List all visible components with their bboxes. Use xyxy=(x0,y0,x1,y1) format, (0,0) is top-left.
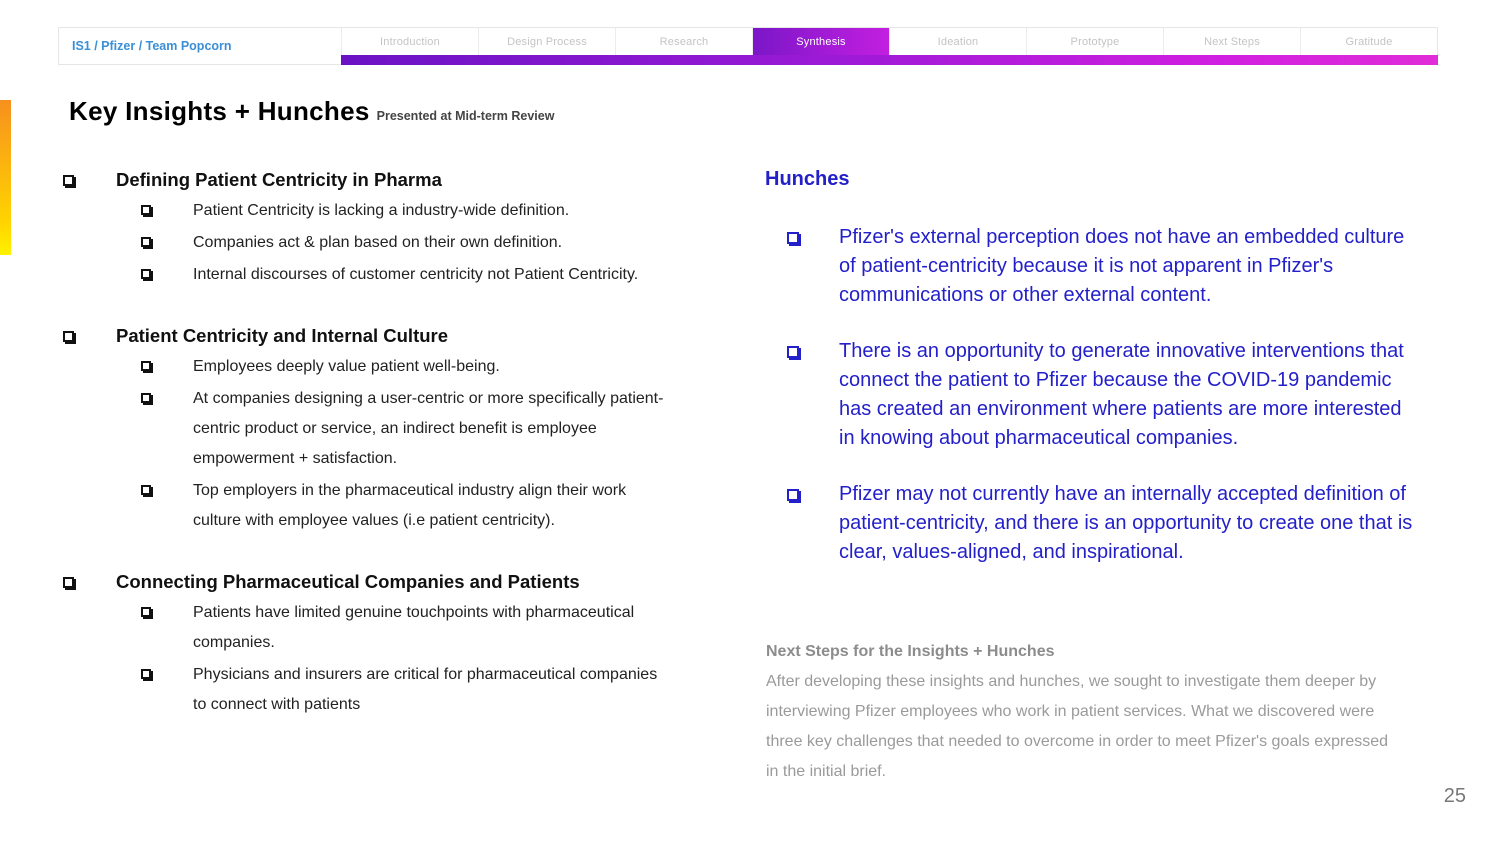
insight-heading: Patient Centricity and Internal Culture xyxy=(116,325,449,346)
checkbox-icon xyxy=(787,489,799,501)
insight-section xyxy=(60,166,700,290)
slide-header xyxy=(58,27,1438,65)
checkbox-icon xyxy=(63,175,74,186)
list-item xyxy=(60,476,700,536)
insight-section xyxy=(60,568,700,720)
list-item-text: Patients have limited genuine touchpoints with pharmaceutical companies. xyxy=(193,604,635,651)
tab-prototype[interactable]: Prototype xyxy=(1026,28,1163,55)
list-item xyxy=(60,260,700,290)
list-item-text: Top employers in the pharmaceutical industry align their work culture with employee values (i.e patient centricity). xyxy=(193,482,627,529)
checkbox-icon xyxy=(141,269,151,279)
breadcrumb[interactable]: IS1 / Pfizer / Team Popcorn xyxy=(58,27,341,65)
tab-ideation[interactable]: Ideation xyxy=(889,28,1026,55)
list-item-text: Employees deeply value patient well-being. xyxy=(193,358,500,375)
checkbox-icon xyxy=(787,232,799,244)
list-item-text: Physicians and insurers are critical for pharmaceutical companies to connect with patients xyxy=(193,666,658,713)
hunch-text: Pfizer's external perception does not have an embedded culture of patient-centricity because it is not apparent in Pfizer's communications or other external content. xyxy=(839,226,1405,306)
list-item-text: Companies act & plan based on their own definition. xyxy=(193,234,563,251)
tab-research[interactable]: Research xyxy=(615,28,752,55)
progress-bar xyxy=(341,55,1438,65)
checkbox-icon xyxy=(141,361,151,371)
checkbox-icon xyxy=(141,485,151,495)
tab-design-process[interactable]: Design Process xyxy=(478,28,615,55)
next-steps-text: After developing these insights and hunches, we sought to investigate them deeper by interviewing Pfizer employees who work in patient services. What we discovered were three key challenges that needed to overcome in order to meet Pfizer's goals expressed in the initial brief. xyxy=(766,673,1389,780)
page-subtitle: Presented at Mid-term Review xyxy=(376,109,555,123)
checkbox-icon xyxy=(63,331,74,342)
tab-gratitude[interactable]: Gratitude xyxy=(1300,28,1437,55)
checkbox-icon xyxy=(63,577,74,588)
checkbox-icon xyxy=(141,669,151,679)
checkbox-icon xyxy=(141,237,151,247)
checkbox-icon xyxy=(141,393,151,403)
hunch-text: Pfizer may not currently have an internally accepted definition of patient-centricity, and there is an opportunity to create one that is clear, values-aligned, and inspirational. xyxy=(839,483,1413,563)
tab-synthesis[interactable]: Synthesis xyxy=(752,28,889,55)
list-item-text: Internal discourses of customer centricity not Patient Centricity. xyxy=(193,266,639,283)
insight-heading-row xyxy=(60,322,700,350)
hunch-text: There is an opportunity to generate innovative interventions that connect the patient to Pfizer because the COVID-19 pandemic has created an environment where patients are more interested in knowing about pharmaceutical companies. xyxy=(839,340,1404,449)
list-item xyxy=(60,660,700,720)
side-accent-bar xyxy=(0,100,11,255)
insight-heading-row xyxy=(60,568,700,596)
list-item xyxy=(60,196,700,226)
page-title: Key Insights + Hunches xyxy=(69,96,370,126)
insight-heading: Defining Patient Centricity in Pharma xyxy=(116,169,442,190)
checkbox-icon xyxy=(141,607,151,617)
insight-heading-row xyxy=(60,166,700,194)
next-steps-title: Next Steps for the Insights + Hunches xyxy=(766,643,1055,660)
section-tabs xyxy=(341,27,1438,55)
insight-heading: Connecting Pharmaceutical Companies and Patients xyxy=(116,571,580,592)
list-item xyxy=(60,228,700,258)
checkbox-icon xyxy=(141,205,151,215)
hunch-item xyxy=(765,480,1425,567)
checkbox-icon xyxy=(787,346,799,358)
list-item xyxy=(60,598,700,658)
insight-section xyxy=(60,322,700,536)
hunch-item xyxy=(765,337,1425,453)
hunches-heading: Hunches xyxy=(765,168,850,190)
list-item xyxy=(60,384,700,474)
insights-column xyxy=(60,166,700,752)
next-steps-note xyxy=(766,637,1406,787)
tab-next-steps[interactable]: Next Steps xyxy=(1163,28,1300,55)
tab-introduction[interactable]: Introduction xyxy=(341,28,478,55)
page-number: 25 xyxy=(1443,785,1466,807)
hunches-column xyxy=(765,166,1425,567)
hunch-item xyxy=(765,223,1425,310)
title-row xyxy=(69,96,554,127)
list-item xyxy=(60,352,700,382)
list-item-text: At companies designing a user-centric or more specifically patient-centric product or service, an indirect benefit is employee empowerment + satisfaction. xyxy=(193,390,664,467)
list-item-text: Patient Centricity is lacking a industry-wide definition. xyxy=(193,202,570,219)
